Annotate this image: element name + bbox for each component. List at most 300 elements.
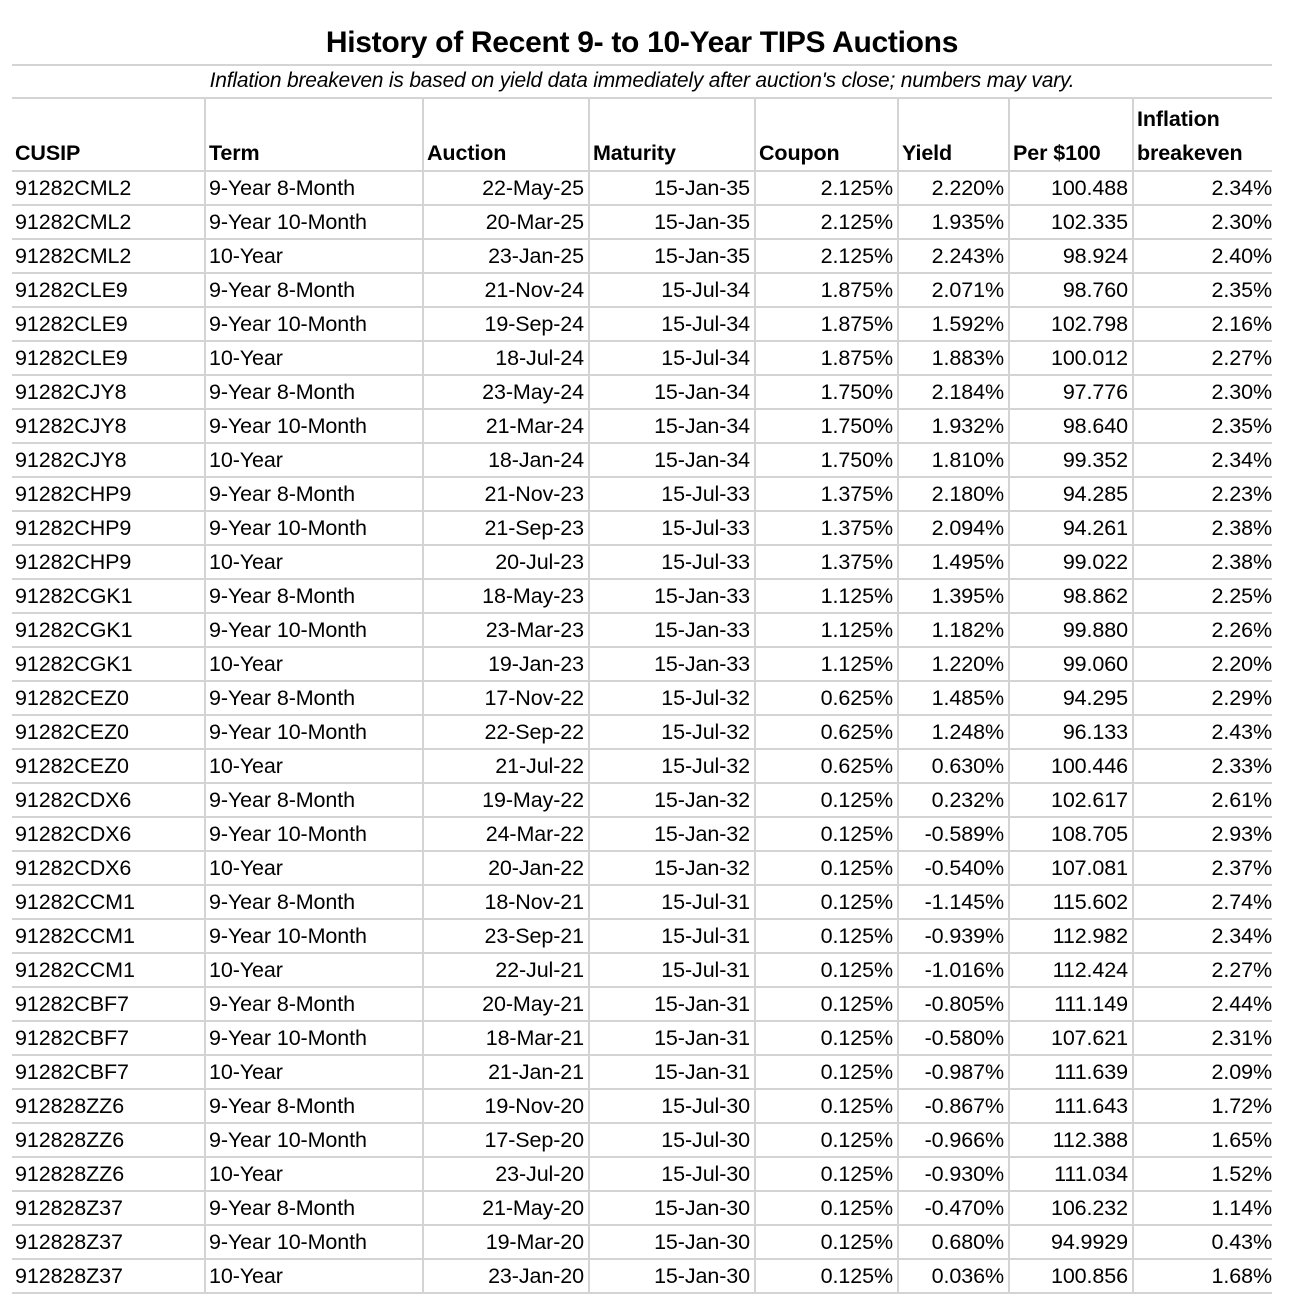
table-row <box>12 171 1272 205</box>
cell-price-per-100: 99.060 <box>1009 647 1133 681</box>
cell-inflation-breakeven: 2.38% <box>1133 545 1272 579</box>
cell-inflation-breakeven: 2.93% <box>1133 817 1272 851</box>
cell-coupon: 0.125% <box>755 817 898 851</box>
cell-auction-date: 23-Jul-20 <box>423 1157 589 1191</box>
cell-price-per-100: 111.034 <box>1009 1157 1133 1191</box>
cell-inflation-breakeven: 2.38% <box>1133 511 1272 545</box>
cell-cusip: 91282CLE9 <box>12 341 205 375</box>
cell-inflation-breakeven: 2.26% <box>1133 613 1272 647</box>
cell-maturity-date: 15-Jul-33 <box>589 477 755 511</box>
cell-price-per-100: 98.640 <box>1009 409 1133 443</box>
cell-auction-date: 17-Sep-20 <box>423 1123 589 1157</box>
column-header-term: Term <box>205 99 423 171</box>
table-row <box>12 1055 1272 1089</box>
table-row <box>12 749 1272 783</box>
cell-maturity-date: 15-Jan-35 <box>589 171 755 205</box>
cell-inflation-breakeven: 2.27% <box>1133 341 1272 375</box>
cell-cusip: 91282CBF7 <box>12 987 205 1021</box>
table-row <box>12 205 1272 239</box>
cell-maturity-date: 15-Jul-30 <box>589 1123 755 1157</box>
cell-auction-date: 19-Jan-23 <box>423 647 589 681</box>
cell-yield: -0.589% <box>898 817 1009 851</box>
column-header-inflation-breakeven <box>1133 99 1272 171</box>
table-row <box>12 273 1272 307</box>
cell-inflation-breakeven: 1.68% <box>1133 1259 1272 1293</box>
cell-cusip: 912828ZZ6 <box>12 1157 205 1191</box>
cell-price-per-100: 99.880 <box>1009 613 1133 647</box>
cell-price-per-100: 100.012 <box>1009 341 1133 375</box>
cell-coupon: 0.625% <box>755 681 898 715</box>
column-header-auction: Auction <box>423 99 589 171</box>
page-title: History of Recent 9- to 10-Year TIPS Auctions <box>325 26 959 59</box>
cell-coupon: 2.125% <box>755 239 898 273</box>
cell-price-per-100: 98.760 <box>1009 273 1133 307</box>
cell-term: 9-Year 8-Month <box>205 1089 423 1123</box>
cell-term: 9-Year 10-Month <box>205 1225 423 1259</box>
cell-inflation-breakeven: 2.30% <box>1133 205 1272 239</box>
cell-price-per-100: 94.285 <box>1009 477 1133 511</box>
cell-inflation-breakeven: 1.14% <box>1133 1191 1272 1225</box>
cell-yield: 0.630% <box>898 749 1009 783</box>
cell-price-per-100: 111.643 <box>1009 1089 1133 1123</box>
cell-cusip: 91282CEZ0 <box>12 681 205 715</box>
cell-coupon: 0.125% <box>755 953 898 987</box>
cell-maturity-date: 15-Jan-30 <box>589 1191 755 1225</box>
cell-auction-date: 22-Sep-22 <box>423 715 589 749</box>
cell-term: 9-Year 10-Month <box>205 1021 423 1055</box>
cell-term: 9-Year 8-Month <box>205 171 423 205</box>
cell-term: 9-Year 8-Month <box>205 987 423 1021</box>
table-body <box>12 171 1272 1293</box>
cell-inflation-breakeven: 2.43% <box>1133 715 1272 749</box>
tips-auctions-table <box>12 99 1272 1294</box>
cell-cusip: 912828Z37 <box>12 1191 205 1225</box>
cell-term: 10-Year <box>205 1157 423 1191</box>
cell-auction-date: 23-Mar-23 <box>423 613 589 647</box>
cell-term: 9-Year 10-Month <box>205 511 423 545</box>
cell-maturity-date: 15-Jan-32 <box>589 783 755 817</box>
cell-maturity-date: 15-Jan-34 <box>589 375 755 409</box>
cell-cusip: 91282CGK1 <box>12 647 205 681</box>
cell-maturity-date: 15-Jul-30 <box>589 1089 755 1123</box>
table-header-row <box>12 99 1272 171</box>
cell-inflation-breakeven: 2.44% <box>1133 987 1272 1021</box>
cell-coupon: 0.125% <box>755 1259 898 1293</box>
cell-yield: 2.220% <box>898 171 1009 205</box>
cell-price-per-100: 106.232 <box>1009 1191 1133 1225</box>
cell-yield: -0.580% <box>898 1021 1009 1055</box>
cell-term: 9-Year 10-Month <box>205 409 423 443</box>
cell-cusip: 91282CJY8 <box>12 443 205 477</box>
cell-cusip: 91282CML2 <box>12 205 205 239</box>
cell-cusip: 91282CBF7 <box>12 1021 205 1055</box>
cell-auction-date: 23-Sep-21 <box>423 919 589 953</box>
cell-auction-date: 20-Jan-22 <box>423 851 589 885</box>
cell-yield: 1.248% <box>898 715 1009 749</box>
cell-term: 9-Year 8-Month <box>205 681 423 715</box>
cell-yield: 2.180% <box>898 477 1009 511</box>
cell-inflation-breakeven: 2.34% <box>1133 919 1272 953</box>
cell-term: 9-Year 8-Month <box>205 579 423 613</box>
cell-term: 9-Year 8-Month <box>205 273 423 307</box>
cell-coupon: 0.625% <box>755 715 898 749</box>
cell-coupon: 0.125% <box>755 1089 898 1123</box>
cell-term: 9-Year 8-Month <box>205 1191 423 1225</box>
column-header-yield: Yield <box>898 99 1009 171</box>
cell-auction-date: 18-Mar-21 <box>423 1021 589 1055</box>
cell-inflation-breakeven: 2.40% <box>1133 239 1272 273</box>
table-row <box>12 647 1272 681</box>
cell-price-per-100: 99.352 <box>1009 443 1133 477</box>
cell-price-per-100: 94.261 <box>1009 511 1133 545</box>
cell-cusip: 91282CCM1 <box>12 885 205 919</box>
cell-price-per-100: 102.335 <box>1009 205 1133 239</box>
cell-price-per-100: 102.798 <box>1009 307 1133 341</box>
table-row <box>12 375 1272 409</box>
cell-maturity-date: 15-Jul-34 <box>589 341 755 375</box>
cell-inflation-breakeven: 2.37% <box>1133 851 1272 885</box>
cell-cusip: 91282CEZ0 <box>12 715 205 749</box>
table-row <box>12 307 1272 341</box>
cell-price-per-100: 99.022 <box>1009 545 1133 579</box>
cell-cusip: 912828Z37 <box>12 1259 205 1293</box>
cell-yield: -0.470% <box>898 1191 1009 1225</box>
table-row <box>12 987 1272 1021</box>
cell-yield: -0.987% <box>898 1055 1009 1089</box>
header-inflation-line1: Inflation <box>1137 107 1220 131</box>
cell-maturity-date: 15-Jan-33 <box>589 579 755 613</box>
column-header-cusip: CUSIP <box>12 99 205 171</box>
cell-maturity-date: 15-Jul-32 <box>589 681 755 715</box>
cell-auction-date: 21-Nov-24 <box>423 273 589 307</box>
table-row <box>12 1225 1272 1259</box>
cell-price-per-100: 107.621 <box>1009 1021 1133 1055</box>
cell-yield: 1.810% <box>898 443 1009 477</box>
cell-inflation-breakeven: 2.25% <box>1133 579 1272 613</box>
cell-yield: 1.592% <box>898 307 1009 341</box>
table-row <box>12 579 1272 613</box>
cell-cusip: 91282CGK1 <box>12 579 205 613</box>
cell-auction-date: 23-Jan-25 <box>423 239 589 273</box>
cell-yield: 1.935% <box>898 205 1009 239</box>
cell-coupon: 0.625% <box>755 749 898 783</box>
cell-maturity-date: 15-Jul-31 <box>589 919 755 953</box>
cell-auction-date: 24-Mar-22 <box>423 817 589 851</box>
cell-yield: 1.395% <box>898 579 1009 613</box>
cell-cusip: 91282CBF7 <box>12 1055 205 1089</box>
cell-yield: 1.182% <box>898 613 1009 647</box>
cell-yield: -0.930% <box>898 1157 1009 1191</box>
cell-term: 10-Year <box>205 749 423 783</box>
cell-term: 9-Year 10-Month <box>205 613 423 647</box>
cell-maturity-date: 15-Jul-32 <box>589 749 755 783</box>
cell-term: 9-Year 10-Month <box>205 817 423 851</box>
cell-inflation-breakeven: 2.30% <box>1133 375 1272 409</box>
cell-auction-date: 19-May-22 <box>423 783 589 817</box>
cell-price-per-100: 112.388 <box>1009 1123 1133 1157</box>
cell-coupon: 1.750% <box>755 443 898 477</box>
cell-cusip: 91282CDX6 <box>12 851 205 885</box>
cell-yield: 1.883% <box>898 341 1009 375</box>
cell-cusip: 91282CLE9 <box>12 273 205 307</box>
cell-cusip: 91282CML2 <box>12 171 205 205</box>
table-row <box>12 443 1272 477</box>
cell-inflation-breakeven: 2.33% <box>1133 749 1272 783</box>
cell-coupon: 1.125% <box>755 579 898 613</box>
cell-coupon: 1.875% <box>755 341 898 375</box>
cell-inflation-breakeven: 2.61% <box>1133 783 1272 817</box>
table-row <box>12 715 1272 749</box>
cell-inflation-breakeven: 2.74% <box>1133 885 1272 919</box>
cell-term: 9-Year 8-Month <box>205 375 423 409</box>
column-header-price-per-100: Per $100 <box>1009 99 1133 171</box>
cell-inflation-breakeven: 2.35% <box>1133 409 1272 443</box>
cell-cusip: 91282CGK1 <box>12 613 205 647</box>
cell-yield: -0.540% <box>898 851 1009 885</box>
cell-price-per-100: 112.982 <box>1009 919 1133 953</box>
cell-price-per-100: 98.862 <box>1009 579 1133 613</box>
cell-yield: 2.243% <box>898 239 1009 273</box>
cell-term: 9-Year 8-Month <box>205 477 423 511</box>
cell-price-per-100: 98.924 <box>1009 239 1133 273</box>
cell-yield: 0.232% <box>898 783 1009 817</box>
cell-inflation-breakeven: 1.65% <box>1133 1123 1272 1157</box>
cell-coupon: 1.875% <box>755 307 898 341</box>
table-row <box>12 783 1272 817</box>
cell-auction-date: 22-May-25 <box>423 171 589 205</box>
header-inflation-line2: breakeven <box>1137 141 1243 165</box>
table-row <box>12 1021 1272 1055</box>
cell-term: 10-Year <box>205 545 423 579</box>
cell-maturity-date: 15-Jan-30 <box>589 1225 755 1259</box>
cell-yield: 1.495% <box>898 545 1009 579</box>
cell-yield: 1.932% <box>898 409 1009 443</box>
cell-yield: 2.184% <box>898 375 1009 409</box>
table-row <box>12 341 1272 375</box>
cell-cusip: 91282CDX6 <box>12 817 205 851</box>
cell-coupon: 1.375% <box>755 477 898 511</box>
cell-coupon: 1.125% <box>755 613 898 647</box>
cell-maturity-date: 15-Jan-33 <box>589 647 755 681</box>
cell-price-per-100: 94.9929 <box>1009 1225 1133 1259</box>
table-row <box>12 477 1272 511</box>
cell-term: 9-Year 8-Month <box>205 783 423 817</box>
cell-price-per-100: 100.856 <box>1009 1259 1133 1293</box>
cell-auction-date: 19-Mar-20 <box>423 1225 589 1259</box>
cell-term: 10-Year <box>205 647 423 681</box>
cell-auction-date: 21-Jul-22 <box>423 749 589 783</box>
cell-yield: 1.220% <box>898 647 1009 681</box>
cell-term: 10-Year <box>205 1055 423 1089</box>
table-row <box>12 545 1272 579</box>
cell-auction-date: 21-Jan-21 <box>423 1055 589 1089</box>
cell-coupon: 0.125% <box>755 987 898 1021</box>
cell-auction-date: 19-Nov-20 <box>423 1089 589 1123</box>
cell-coupon: 0.125% <box>755 919 898 953</box>
cell-auction-date: 23-Jan-20 <box>423 1259 589 1293</box>
cell-inflation-breakeven: 2.29% <box>1133 681 1272 715</box>
cell-term: 9-Year 10-Month <box>205 715 423 749</box>
cell-cusip: 912828ZZ6 <box>12 1123 205 1157</box>
cell-cusip: 91282CHP9 <box>12 545 205 579</box>
cell-yield: 0.036% <box>898 1259 1009 1293</box>
cell-coupon: 0.125% <box>755 1191 898 1225</box>
cell-price-per-100: 115.602 <box>1009 885 1133 919</box>
cell-maturity-date: 15-Jan-35 <box>589 239 755 273</box>
cell-inflation-breakeven: 1.52% <box>1133 1157 1272 1191</box>
cell-term: 10-Year <box>205 953 423 987</box>
cell-inflation-breakeven: 2.23% <box>1133 477 1272 511</box>
cell-auction-date: 23-May-24 <box>423 375 589 409</box>
cell-coupon: 2.125% <box>755 171 898 205</box>
cell-maturity-date: 15-Jul-33 <box>589 511 755 545</box>
cell-cusip: 91282CDX6 <box>12 783 205 817</box>
cell-auction-date: 21-May-20 <box>423 1191 589 1225</box>
cell-cusip: 91282CLE9 <box>12 307 205 341</box>
cell-maturity-date: 15-Jan-30 <box>589 1259 755 1293</box>
cell-coupon: 0.125% <box>755 1021 898 1055</box>
cell-coupon: 0.125% <box>755 851 898 885</box>
cell-auction-date: 20-Mar-25 <box>423 205 589 239</box>
cell-maturity-date: 15-Jul-32 <box>589 715 755 749</box>
cell-cusip: 91282CHP9 <box>12 511 205 545</box>
cell-auction-date: 18-Jan-24 <box>423 443 589 477</box>
cell-coupon: 1.875% <box>755 273 898 307</box>
table-row <box>12 613 1272 647</box>
cell-cusip: 91282CEZ0 <box>12 749 205 783</box>
cell-inflation-breakeven: 1.72% <box>1133 1089 1272 1123</box>
cell-yield: 2.071% <box>898 273 1009 307</box>
cell-maturity-date: 15-Jan-32 <box>589 817 755 851</box>
cell-term: 10-Year <box>205 1259 423 1293</box>
cell-price-per-100: 102.617 <box>1009 783 1133 817</box>
cell-term: 10-Year <box>205 341 423 375</box>
cell-inflation-breakeven: 2.27% <box>1133 953 1272 987</box>
cell-cusip: 91282CHP9 <box>12 477 205 511</box>
cell-yield: 2.094% <box>898 511 1009 545</box>
cell-price-per-100: 107.081 <box>1009 851 1133 885</box>
subtitle-note: Inflation breakeven is based on yield data immediately after auction's close; numbers may vary. <box>209 69 1075 92</box>
cell-price-per-100: 108.705 <box>1009 817 1133 851</box>
cell-coupon: 0.125% <box>755 1157 898 1191</box>
cell-maturity-date: 15-Jul-34 <box>589 307 755 341</box>
cell-auction-date: 18-Nov-21 <box>423 885 589 919</box>
cell-coupon: 1.750% <box>755 409 898 443</box>
cell-coupon: 0.125% <box>755 1123 898 1157</box>
cell-coupon: 0.125% <box>755 783 898 817</box>
table-row <box>12 681 1272 715</box>
table-row <box>12 1123 1272 1157</box>
cell-yield: -1.145% <box>898 885 1009 919</box>
cell-auction-date: 20-May-21 <box>423 987 589 1021</box>
cell-inflation-breakeven: 2.34% <box>1133 443 1272 477</box>
cell-term: 10-Year <box>205 851 423 885</box>
table-row <box>12 1157 1272 1191</box>
cell-auction-date: 22-Jul-21 <box>423 953 589 987</box>
cell-auction-date: 19-Sep-24 <box>423 307 589 341</box>
cell-term: 9-Year 10-Month <box>205 1123 423 1157</box>
cell-term: 9-Year 10-Month <box>205 919 423 953</box>
cell-inflation-breakeven: 2.31% <box>1133 1021 1272 1055</box>
table-row <box>12 817 1272 851</box>
cell-maturity-date: 15-Jul-31 <box>589 885 755 919</box>
cell-coupon: 0.125% <box>755 1055 898 1089</box>
cell-maturity-date: 15-Jul-31 <box>589 953 755 987</box>
cell-term: 9-Year 10-Month <box>205 205 423 239</box>
cell-cusip: 91282CML2 <box>12 239 205 273</box>
cell-price-per-100: 94.295 <box>1009 681 1133 715</box>
cell-yield: -0.966% <box>898 1123 1009 1157</box>
cell-maturity-date: 15-Jul-34 <box>589 273 755 307</box>
cell-maturity-date: 15-Jan-35 <box>589 205 755 239</box>
column-header-coupon: Coupon <box>755 99 898 171</box>
cell-auction-date: 21-Nov-23 <box>423 477 589 511</box>
table-row <box>12 409 1272 443</box>
cell-yield: -1.016% <box>898 953 1009 987</box>
cell-maturity-date: 15-Jan-34 <box>589 409 755 443</box>
cell-cusip: 91282CCM1 <box>12 919 205 953</box>
table-row <box>12 1089 1272 1123</box>
cell-term: 10-Year <box>205 239 423 273</box>
cell-cusip: 91282CJY8 <box>12 375 205 409</box>
cell-coupon: 1.125% <box>755 647 898 681</box>
cell-auction-date: 21-Sep-23 <box>423 511 589 545</box>
cell-coupon: 1.750% <box>755 375 898 409</box>
cell-inflation-breakeven: 0.43% <box>1133 1225 1272 1259</box>
cell-maturity-date: 15-Jul-30 <box>589 1157 755 1191</box>
table-row <box>12 851 1272 885</box>
cell-price-per-100: 96.133 <box>1009 715 1133 749</box>
cell-price-per-100: 100.488 <box>1009 171 1133 205</box>
cell-price-per-100: 111.639 <box>1009 1055 1133 1089</box>
table-row <box>12 919 1272 953</box>
cell-cusip: 91282CCM1 <box>12 953 205 987</box>
cell-yield: -0.805% <box>898 987 1009 1021</box>
cell-inflation-breakeven: 2.20% <box>1133 647 1272 681</box>
cell-term: 10-Year <box>205 443 423 477</box>
cell-inflation-breakeven: 2.09% <box>1133 1055 1272 1089</box>
cell-maturity-date: 15-Jan-31 <box>589 1055 755 1089</box>
cell-cusip: 912828ZZ6 <box>12 1089 205 1123</box>
cell-maturity-date: 15-Jan-32 <box>589 851 755 885</box>
cell-price-per-100: 100.446 <box>1009 749 1133 783</box>
cell-price-per-100: 97.776 <box>1009 375 1133 409</box>
column-header-maturity: Maturity <box>589 99 755 171</box>
cell-price-per-100: 112.424 <box>1009 953 1133 987</box>
cell-maturity-date: 15-Jan-33 <box>589 613 755 647</box>
table-row <box>12 885 1272 919</box>
cell-inflation-breakeven: 2.35% <box>1133 273 1272 307</box>
cell-term: 9-Year 10-Month <box>205 307 423 341</box>
cell-cusip: 912828Z37 <box>12 1225 205 1259</box>
cell-maturity-date: 15-Jan-31 <box>589 1021 755 1055</box>
cell-cusip: 91282CJY8 <box>12 409 205 443</box>
cell-coupon: 0.125% <box>755 885 898 919</box>
cell-yield: 0.680% <box>898 1225 1009 1259</box>
cell-auction-date: 20-Jul-23 <box>423 545 589 579</box>
table-row <box>12 1191 1272 1225</box>
cell-coupon: 2.125% <box>755 205 898 239</box>
table-row <box>12 511 1272 545</box>
cell-auction-date: 21-Mar-24 <box>423 409 589 443</box>
cell-auction-date: 18-May-23 <box>423 579 589 613</box>
cell-inflation-breakeven: 2.16% <box>1133 307 1272 341</box>
cell-coupon: 1.375% <box>755 545 898 579</box>
cell-auction-date: 17-Nov-22 <box>423 681 589 715</box>
cell-auction-date: 18-Jul-24 <box>423 341 589 375</box>
cell-maturity-date: 15-Jul-33 <box>589 545 755 579</box>
cell-yield: -0.867% <box>898 1089 1009 1123</box>
